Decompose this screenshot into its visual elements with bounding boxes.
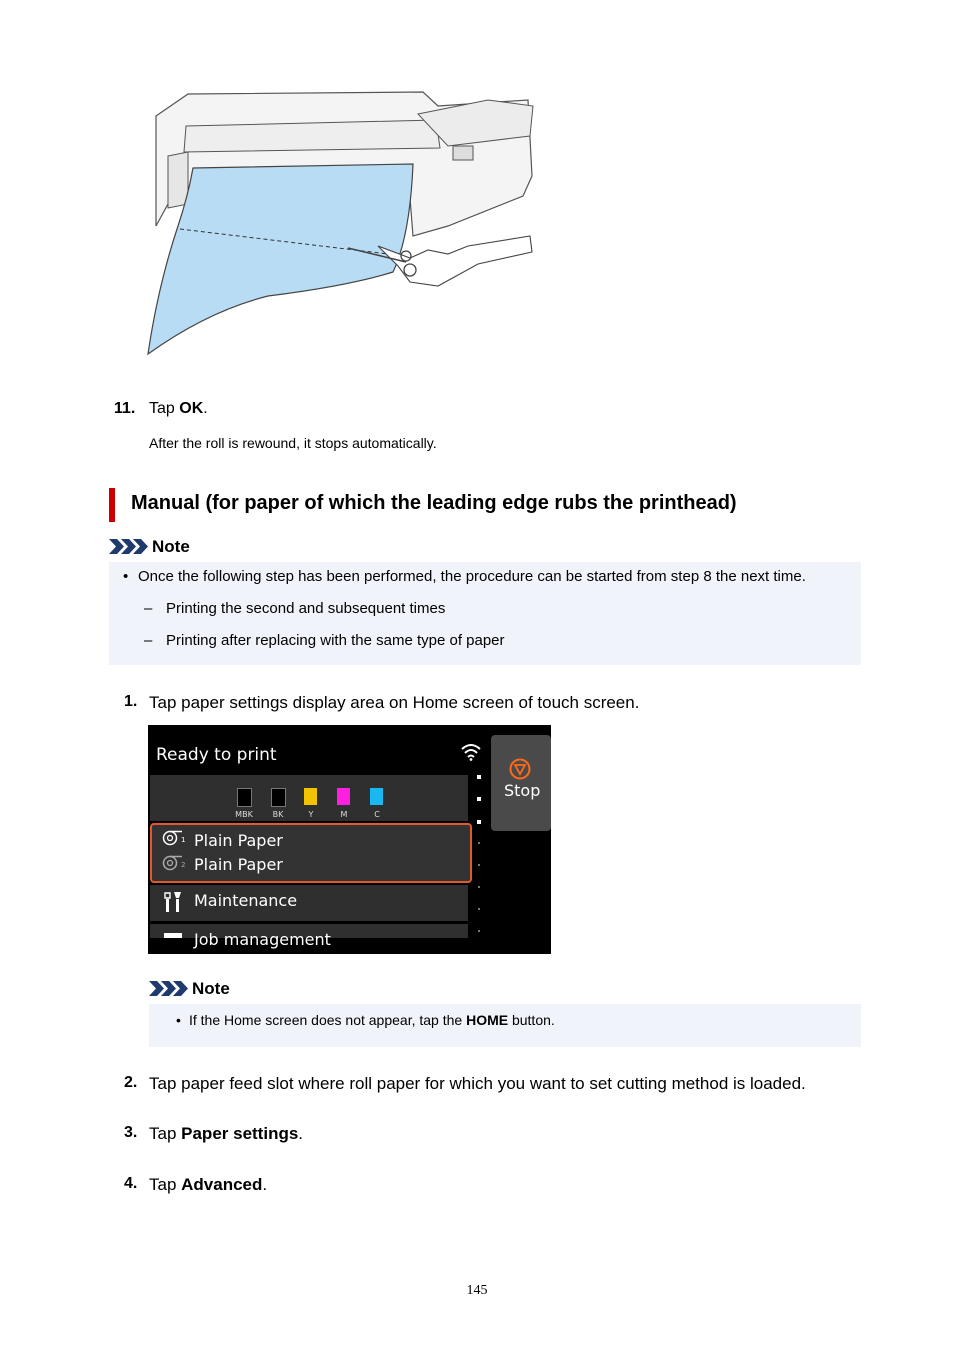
ink-mbk-swatch bbox=[237, 788, 252, 807]
job-list-icon bbox=[164, 933, 182, 938]
note-subitem: Printing after replacing with the same type of paper bbox=[166, 632, 505, 649]
stop-button-label: Stop bbox=[504, 781, 541, 800]
screen-status-title: Ready to print bbox=[156, 745, 277, 765]
step-2-number: 2. bbox=[124, 1074, 138, 1091]
ink-c-swatch bbox=[370, 788, 383, 805]
page-number: 145 bbox=[466, 1283, 488, 1298]
ink-label: C bbox=[374, 810, 380, 819]
stop-icon bbox=[509, 758, 531, 780]
scroll-indicator-dot bbox=[478, 930, 480, 932]
paper-1-label: Plain Paper bbox=[194, 831, 283, 850]
roll-1-icon bbox=[162, 830, 186, 846]
roll-2-icon bbox=[162, 855, 186, 871]
scroll-indicator-dot bbox=[477, 775, 481, 779]
scroll-indicator-dot bbox=[478, 864, 480, 866]
svg-text:2: 2 bbox=[181, 861, 186, 869]
printer-paper-cutting-illustration bbox=[148, 86, 536, 362]
scroll-indicator-dot bbox=[477, 820, 481, 824]
ink-label: BK bbox=[272, 810, 284, 819]
note-bullet-dot: • bbox=[176, 1012, 181, 1028]
job-management-row[interactable] bbox=[150, 924, 468, 949]
step-3-number: 3. bbox=[124, 1124, 138, 1141]
job-management-label: Job management bbox=[194, 930, 331, 949]
note-chevron-icon bbox=[109, 539, 149, 554]
ink-label: MBK bbox=[235, 810, 253, 819]
paper-2-label: Plain Paper bbox=[194, 855, 283, 874]
scroll-indicator-dot bbox=[477, 797, 481, 801]
note-bullet-text: Once the following step has been performed, the procedure can be started from step 8 the next time. bbox=[138, 568, 806, 585]
note-title: Note bbox=[192, 979, 230, 998]
note-chevron-icon bbox=[149, 981, 189, 996]
scroll-indicator-dot bbox=[478, 908, 480, 910]
wifi-icon bbox=[460, 743, 482, 761]
step-1-number: 1. bbox=[124, 693, 138, 710]
scroll-indicator-dot bbox=[478, 842, 480, 844]
svg-text:1: 1 bbox=[181, 836, 186, 844]
note-bullet-dot: • bbox=[123, 568, 129, 585]
maintenance-label: Maintenance bbox=[194, 891, 298, 910]
note-bullet-text: If the Home screen does not appear, tap the HOME button. bbox=[189, 1012, 555, 1028]
step-11-number: 11. bbox=[114, 400, 136, 417]
ink-m-swatch bbox=[337, 788, 350, 805]
step-4-text: Tap Advanced. bbox=[149, 1175, 268, 1194]
ink-label: Y bbox=[308, 810, 314, 819]
scroll-indicator-dot bbox=[478, 886, 480, 888]
ink-bk-swatch bbox=[271, 788, 286, 807]
tools-icon bbox=[162, 891, 184, 913]
step-11-text: Tap OK. bbox=[149, 400, 208, 417]
note-subitem-dash: – bbox=[144, 632, 153, 649]
note-subitem-dash: – bbox=[144, 600, 153, 617]
note-subitem: Printing the second and subsequent times bbox=[166, 600, 446, 617]
heading-accent-bar bbox=[109, 488, 115, 522]
step-1-text: Tap paper settings display area on Home screen of touch screen. bbox=[149, 693, 640, 712]
step-4-number: 4. bbox=[124, 1175, 138, 1192]
touch-screen-home bbox=[148, 725, 551, 954]
step-3-text: Tap Paper settings. bbox=[149, 1124, 304, 1143]
section-heading: Manual (for paper of which the leading edge rubs the printhead) bbox=[131, 492, 737, 514]
step-11-detail: After the roll is rewound, it stops automatically. bbox=[149, 435, 437, 451]
step-2-text: Tap paper feed slot where roll paper for which you want to set cutting method is loaded. bbox=[149, 1074, 806, 1093]
ink-label: M bbox=[340, 810, 348, 819]
ink-y-swatch bbox=[304, 788, 317, 805]
note-title: Note bbox=[152, 537, 190, 556]
